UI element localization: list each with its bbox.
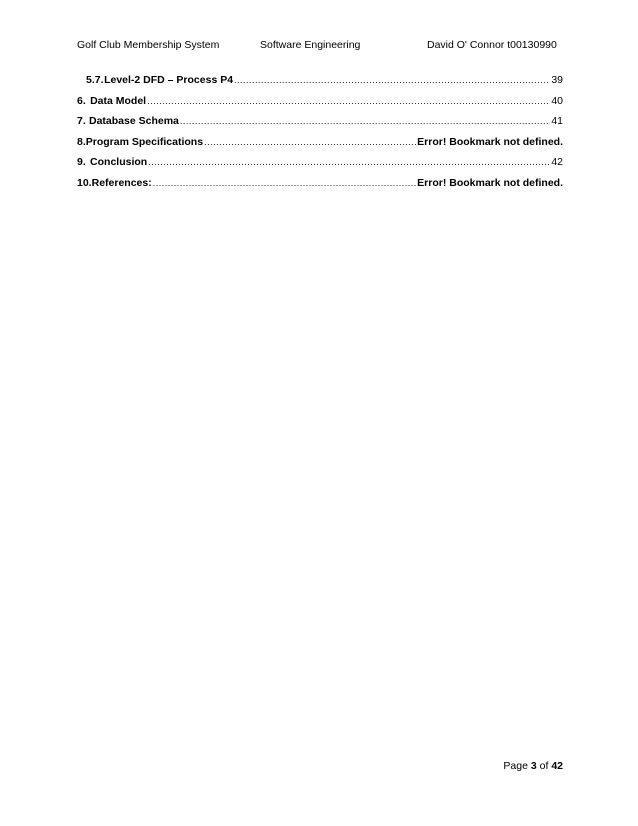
toc-entry-number: 5.7.	[86, 74, 104, 86]
toc-entry-title: Database Schema	[89, 115, 179, 127]
toc-entry-10[interactable]	[77, 177, 563, 198]
toc-entry-title: Data Model	[90, 94, 147, 107]
page-footer	[0, 760, 563, 772]
toc-dot-leader	[180, 116, 550, 126]
footer-total-pages: 42	[551, 760, 563, 772]
page-header	[0, 39, 638, 53]
toc-dot-leader	[153, 178, 416, 188]
toc-entry-page: 39	[551, 74, 563, 86]
toc-entry-6[interactable]	[77, 95, 563, 116]
footer-page-label: Page	[503, 760, 528, 772]
toc-entry-page: 41	[551, 115, 563, 127]
toc-entry-number: 7.	[77, 115, 86, 127]
toc-entry-number: 6.	[77, 94, 86, 107]
footer-current-page: 3	[530, 760, 537, 772]
toc-entry-page: 40	[551, 94, 563, 107]
footer-of-label: of	[539, 760, 549, 772]
toc-entry-8[interactable]	[77, 136, 563, 157]
toc-entry-page: 42	[551, 156, 563, 168]
toc-dot-leader	[234, 75, 550, 85]
toc-entry-7[interactable]	[77, 115, 563, 136]
toc-dot-leader	[147, 96, 550, 106]
header-document-title: Golf Club Membership System	[77, 39, 220, 51]
toc-entry-page-error: Error! Bookmark not defined.	[417, 135, 563, 148]
toc-entry-number: 10.	[77, 176, 92, 189]
toc-entry-number: 9.	[77, 156, 86, 168]
header-author: David O' Connor t00130990	[427, 39, 557, 51]
toc-entry-9[interactable]	[77, 156, 563, 177]
toc-entry-title: References:	[91, 176, 152, 189]
toc-entry-title: Conclusion	[90, 156, 148, 168]
toc-entry-5-7[interactable]	[77, 74, 563, 95]
toc-dot-leader	[148, 157, 550, 167]
toc-entry-title: Level-2 DFD – Process P4	[104, 74, 234, 86]
toc-entry-title: Program Specifications	[85, 135, 204, 148]
table-of-contents	[77, 74, 563, 197]
toc-entry-page-error: Error! Bookmark not defined.	[417, 176, 563, 189]
toc-dot-leader	[204, 137, 416, 147]
header-course-name: Software Engineering	[260, 39, 361, 51]
toc-entry-number: 8.	[77, 135, 86, 148]
